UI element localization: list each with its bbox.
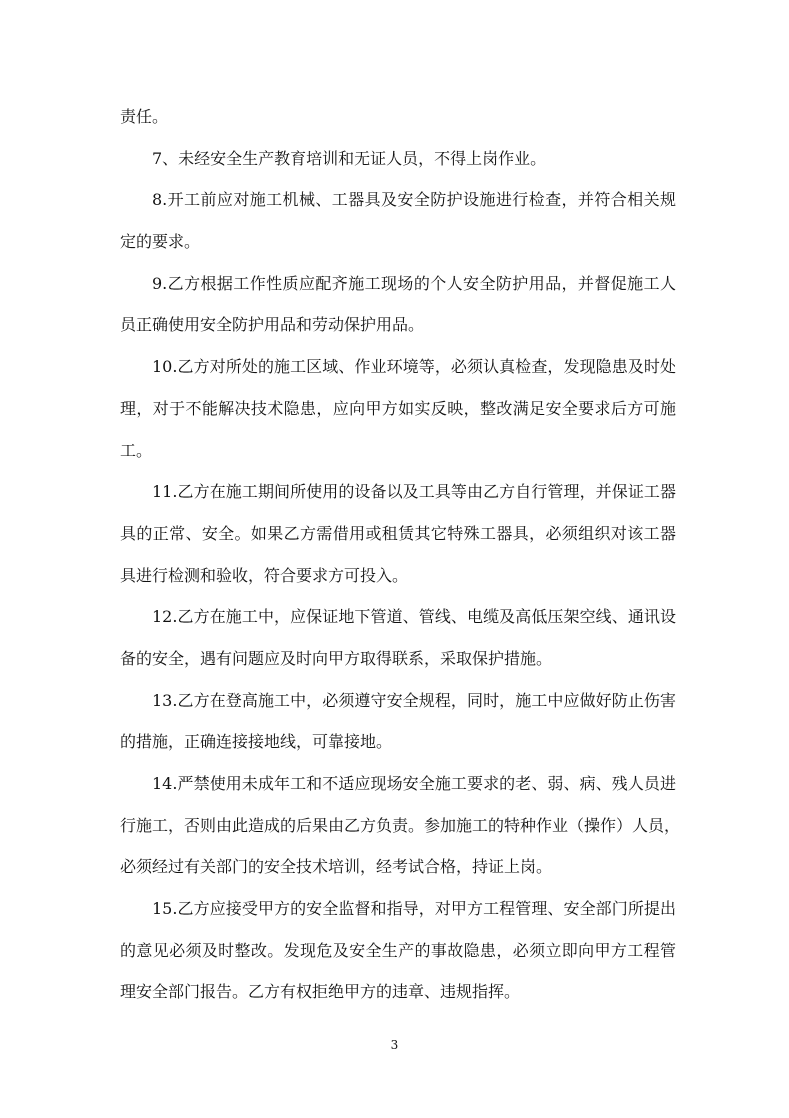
text-line: 理，对于不能解决技术隐患，应向甲方如实反映，整改满足安全要求后方可施: [120, 398, 676, 418]
page-number: 3: [390, 1038, 399, 1052]
text-line: 的意见必须及时整改。发现危及安全生产的事故隐患，必须立即向甲方工程管: [120, 940, 676, 960]
paragraph: [120, 680, 676, 763]
paragraph: [120, 96, 676, 138]
document-body: [120, 96, 681, 1013]
text-line: 工。: [120, 440, 153, 460]
paragraph: [120, 179, 676, 262]
text-line: 员正确使用安全防护用品和劳动保护用品。: [120, 315, 425, 335]
text-line: 的措施，正确连接接地线，可靠接地。: [120, 732, 393, 752]
text-line: 具的正常、安全。如果乙方需借用或租赁其它特殊工器具，必须组织对该工器: [120, 523, 676, 543]
text-line: 定的要求。: [120, 232, 201, 252]
paragraph: [120, 263, 676, 346]
text-line: 必须经过有关部门的安全技术培训，经考试合格，持证上岗。: [120, 857, 553, 877]
text-line: 理安全部门报告。乙方有权拒绝甲方的违章、违规指挥。: [120, 982, 521, 1002]
text-line: 具进行检测和验收，符合要求方可投入。: [120, 565, 409, 585]
text-line: 9.乙方根据工作性质应配齐施工现场的个人安全防护用品，并督促施工人: [152, 273, 676, 293]
paragraph: [120, 888, 676, 1013]
text-line: 10.乙方对所处的施工区域、作业环境等，必须认真检查，发现隐患及时处: [152, 357, 676, 377]
text-line: 11.乙方在施工期间所使用的设备以及工具等由乙方自行管理，并保证工器: [152, 482, 676, 502]
text-line: 备的安全，遇有问题应及时向甲方取得联系，采取保护措施。: [120, 648, 553, 668]
text-line: 13.乙方在登高施工中，必须遵守安全规程，同时，施工中应做好防止伤害: [152, 690, 676, 710]
paragraph: [120, 138, 676, 180]
paragraph: [120, 346, 676, 471]
text-line: 14.严禁使用未成年工和不适应现场安全施工要求的老、弱、病、残人员进: [152, 774, 676, 793]
text-line: 15.乙方应接受甲方的安全监督和指导，对甲方工程管理、安全部门所提出: [152, 899, 676, 919]
text-line: 责任。: [120, 107, 169, 126]
text-line: 行施工，否则由此造成的后果由乙方负责。参加施工的特种作业（操作）人员，: [120, 815, 681, 835]
text-line: 8.开工前应对施工机械、工器具及安全防护设施进行检查，并符合相关规: [152, 190, 676, 210]
text-line: 12.乙方在施工中，应保证地下管道、管线、电缆及高低压架空线、通讯设: [152, 607, 676, 627]
paragraph: [120, 596, 676, 679]
paragraph: [120, 471, 676, 596]
text-line: 7、未经安全生产教育培训和无证人员，不得上岗作业。: [152, 148, 547, 168]
paragraph: [120, 763, 681, 888]
